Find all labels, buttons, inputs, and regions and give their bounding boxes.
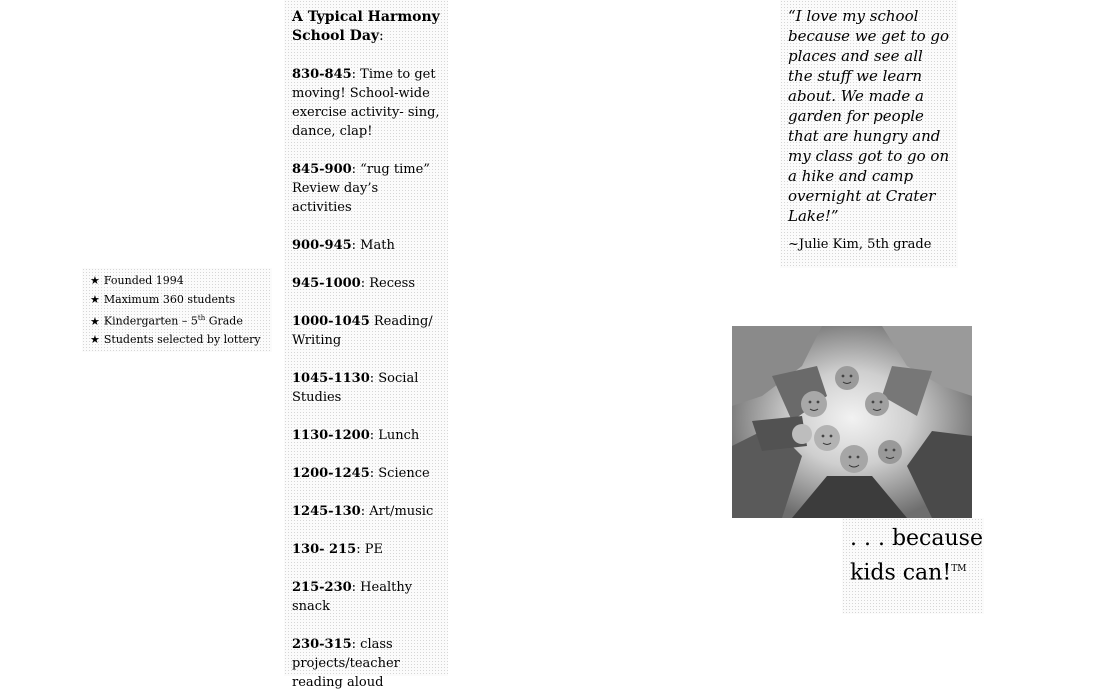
- schedule-slot: [292, 65, 440, 141]
- schedule-slot: [292, 635, 440, 692]
- tagline-box: [842, 518, 984, 614]
- fact-item: [90, 291, 272, 310]
- fact-text: Founded 1994: [103, 274, 184, 287]
- slot-desc: : PE: [356, 542, 383, 557]
- fact-superscript: th: [197, 314, 206, 322]
- student-quote-text: “I love my school because we get to go places and see all the stuff we learn about. We made a garden for people that are hungry and my class got to go on a hike and camp overnight at Crater Lake!”: [788, 7, 950, 225]
- slot-time: 830-845: [292, 67, 352, 82]
- schedule-title: [292, 8, 440, 46]
- schedule-title-line1: A Typical Harmony: [292, 9, 440, 25]
- slot-desc: : class projects/teacher reading aloud: [292, 637, 400, 690]
- schedule-column: [284, 0, 448, 690]
- slot-desc: : “rug time” Review day’s activities: [292, 162, 430, 215]
- tagline-line2: kids can!: [850, 560, 952, 586]
- schedule-slot: [292, 426, 440, 445]
- fact-item: [90, 331, 272, 350]
- slot-desc: : Art/music: [360, 504, 434, 519]
- schedule-slot: [292, 502, 440, 521]
- slot-time: 230-315: [292, 637, 352, 652]
- schedule-title-colon: :: [379, 28, 384, 44]
- fact-item: [90, 309, 272, 331]
- schedule-slot: [292, 274, 440, 293]
- slot-time: 215-230: [292, 580, 352, 595]
- star-icon: ★: [90, 292, 100, 306]
- slot-desc: : Recess: [360, 276, 416, 291]
- schedule-slot: [292, 540, 440, 559]
- fact-text: Grade: [205, 314, 243, 328]
- schedule-slot: [292, 369, 440, 407]
- star-icon: ★: [90, 333, 100, 347]
- slot-desc: : Time to get moving! School-wide exercise activity- sing, dance, clap!: [292, 67, 440, 139]
- schedule-slot: [292, 312, 440, 350]
- fact-item: [90, 272, 272, 291]
- tagline-line1: . . . because: [850, 526, 983, 551]
- slot-time: 900-945: [292, 238, 352, 253]
- slot-desc: : Math: [351, 238, 395, 253]
- group-photo-icon: [732, 326, 972, 518]
- slot-desc: : Healthy snack: [292, 580, 413, 614]
- schedule-slot: [292, 236, 440, 255]
- fact-text: Students selected by lottery: [103, 333, 261, 347]
- schedule-slot: [292, 578, 440, 616]
- trademark-mark: TM: [951, 564, 967, 574]
- facts-list: [82, 268, 272, 350]
- group-photo: [732, 326, 972, 518]
- slot-time: 1245-130: [292, 504, 361, 519]
- facts-box: [82, 268, 272, 352]
- slot-time: 1130-1200: [292, 428, 370, 443]
- slot-time: 1045-1130: [292, 371, 370, 386]
- slot-time: 1000-1045: [292, 314, 370, 329]
- slot-desc: Reading/ Writing: [292, 314, 433, 348]
- star-icon: ★: [90, 274, 100, 287]
- quote-attribution: ~Julie Kim, 5th grade: [788, 237, 932, 252]
- slot-time: 1200-1245: [292, 466, 370, 481]
- fact-text: Maximum 360 students: [103, 292, 236, 306]
- schedule-slot: [292, 464, 440, 483]
- fact-text: Kindergarten – 5: [103, 314, 198, 328]
- slot-desc: : Science: [369, 466, 430, 481]
- slot-desc: : Social Studies: [292, 371, 419, 405]
- slot-desc: : Lunch: [369, 428, 420, 443]
- slot-time: 945-1000: [292, 276, 361, 291]
- star-icon: ★: [90, 314, 100, 328]
- student-quote-box: [780, 0, 958, 268]
- slot-time: 845-900: [292, 162, 352, 177]
- schedule-slot: [292, 160, 440, 217]
- slot-time: 130- 215: [292, 542, 357, 557]
- schedule-title-line2: School Day: [292, 28, 380, 44]
